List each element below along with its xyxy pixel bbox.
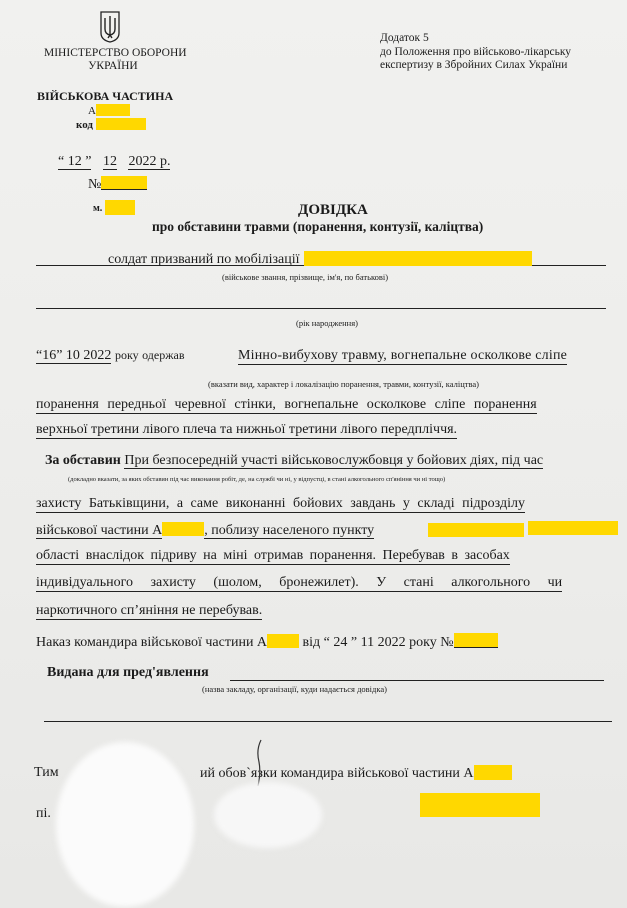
- redaction-blur-left: [56, 742, 194, 907]
- doc-subtitle: про обставини травми (поранення, контузії, каліцтва): [152, 219, 484, 234]
- issued-label: Видана для пред'явлення: [47, 665, 209, 680]
- issue-date: “ 12 ” 12 2022 р.: [58, 154, 171, 169]
- redaction-unit-3: [267, 634, 299, 648]
- circumstances-row1: За обставин При безпосередній участі військовослужбовця у бойових діях, під час: [45, 453, 544, 468]
- signature-stroke-icon: [252, 738, 268, 788]
- issued-hint: (назва закладу, організації, куди надається довідка): [202, 684, 387, 694]
- signature-line2-start: пі.: [36, 806, 51, 821]
- redaction-settlement: [428, 523, 524, 537]
- doc-title: ДОВІДКА: [298, 202, 368, 218]
- redaction-signature-name: [420, 793, 540, 817]
- unit-title: ВІЙСЬКОВА ЧАСТИНА: [37, 89, 174, 103]
- birth-hint: (рік народження): [296, 318, 358, 328]
- ministry-line2: УКРАЇНИ: [88, 60, 138, 72]
- appendix-line2: до Положення про військово-лікарську: [380, 45, 572, 58]
- injury-date-row: “16” 10 2022 року одержав: [36, 348, 185, 363]
- redaction-unit-4: [474, 765, 512, 780]
- place-row: м.: [93, 200, 135, 215]
- signature-line1-start: Тим: [34, 765, 59, 780]
- circumstances-line4: області внаслідок підриву на міні отримав поранення. Перебував в засобах: [36, 548, 510, 563]
- redaction-order-number: [454, 633, 498, 648]
- redaction-unit-2: [162, 522, 204, 536]
- redaction-name: [304, 251, 532, 266]
- ministry-block: [44, 47, 187, 73]
- ministry-line1: МІНІСТЕРСТВО ОБОРОНИ: [44, 47, 187, 59]
- redaction-place: [105, 200, 135, 215]
- circumstances-line5: індивідуального захисту (шолом, бронежилет). У стані алкогольного чи: [36, 575, 563, 590]
- appendix-line1: Додаток 5: [380, 32, 429, 44]
- issued-underline: [230, 680, 604, 681]
- redaction-number: [101, 176, 147, 190]
- circumstances-hint: (докладно вказати, за яких обставин під час виконання робіт, де, на службі чи ні, у відпустці, в стані алкогольного сп'яніння чи ні тощо): [68, 476, 446, 483]
- rank-name: солдат призваний по мобілізації: [108, 251, 532, 268]
- rank-hint: (військове звання, прізвище, ім'я, по батькові): [222, 272, 389, 282]
- order-row: Наказ командира військової частини А від “ 24 ” 11 2022 року №: [36, 633, 498, 651]
- signature-line1-rest: ий обов`язки командира військової частини А: [200, 765, 512, 782]
- unit-prefix: А: [88, 104, 130, 117]
- appendix-block: [380, 32, 571, 73]
- code-row: код: [76, 118, 146, 131]
- circumstances-line2: захисту Батьківщини, а саме виконанні бойових завдань у складі підрозділу: [36, 496, 525, 511]
- circumstances-line6: наркотичного сп’яніння не перебував.: [36, 603, 263, 618]
- injury-line1: Мінно-вибухову травму, вогнепальне осколкове сліпе: [238, 348, 568, 363]
- blank-underline: [44, 721, 612, 722]
- trident-emblem-icon: [100, 11, 120, 43]
- appendix-line3: експертизу в Збройних Силах України: [380, 59, 568, 71]
- redaction-blur-right: [214, 782, 322, 848]
- circumstances-line3: військової частини А , поблизу населеного пункту: [36, 523, 375, 538]
- injury-hint: (вказати вид, характер і локалізацію поранення, травми, контузії, каліцтва): [208, 379, 479, 389]
- redaction-unit: [96, 104, 130, 116]
- number-row: №: [88, 176, 147, 193]
- redaction-region: [528, 521, 618, 535]
- redaction-code: [96, 118, 146, 130]
- injury-line2: поранення передньої черевної стінки, вогнепальне осколкове сліпе поранення: [36, 397, 537, 412]
- birth-underline: [36, 308, 606, 309]
- injury-line3: верхньої третини лівого плеча та нижньої третини лівого передпліччя.: [36, 422, 458, 437]
